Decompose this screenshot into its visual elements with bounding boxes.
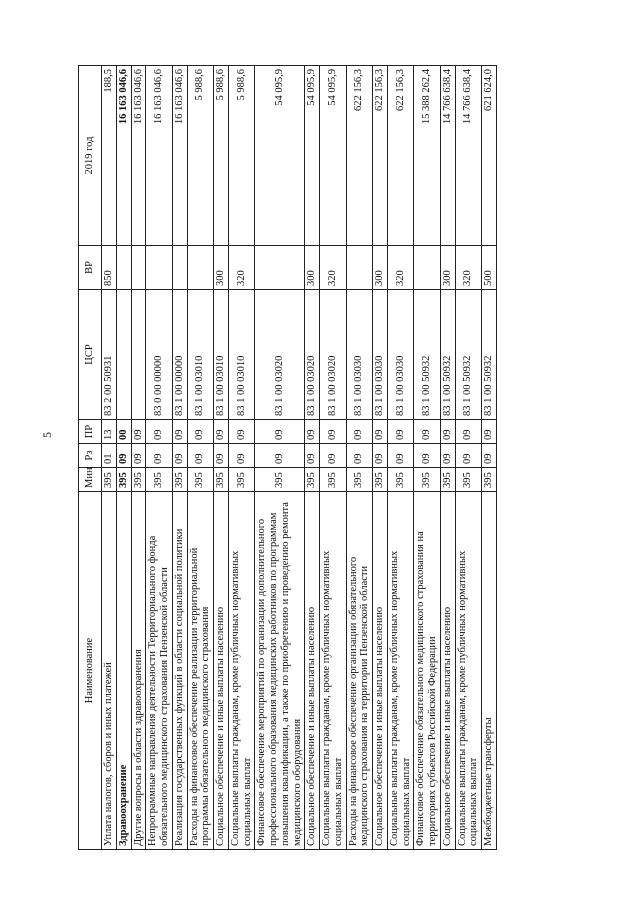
row-amount: 14 766 638,4 — [455, 66, 482, 246]
row-vr: 500 — [482, 246, 497, 290]
row-name: Социальное обеспечение и иные выплаты населению — [373, 492, 388, 850]
row-min: 395 — [305, 468, 320, 492]
row-csr: 83 1 00 00000 — [172, 290, 187, 420]
row-name: Другие вопросы в области здравоохранения — [131, 492, 146, 850]
table-row — [131, 66, 146, 850]
row-amount: 14 766 638,4 — [440, 66, 455, 246]
row-min: 395 — [146, 468, 173, 492]
row-amount: 15 388 262,4 — [414, 66, 441, 246]
row-csr: 83 1 00 03020 — [255, 290, 305, 420]
row-vr — [414, 246, 441, 290]
row-min: 395 — [172, 468, 187, 492]
row-name: Социальное обеспечение и иные выплаты населению — [305, 492, 320, 850]
row-rz: 09 — [228, 444, 255, 468]
table-row — [373, 66, 388, 850]
table-row — [320, 66, 347, 850]
header-year: 2019 год — [79, 66, 102, 246]
row-vr: 850 — [102, 246, 117, 290]
row-min: 395 — [320, 468, 347, 492]
row-vr — [116, 246, 131, 290]
row-csr: 83 1 00 03010 — [214, 290, 229, 420]
row-amount: 622 156,3 — [346, 66, 373, 246]
row-name: Межбюджетные трансферты — [482, 492, 497, 850]
table-row — [482, 66, 497, 850]
row-csr: 83 0 00 00000 — [146, 290, 173, 420]
table-row — [387, 66, 414, 850]
row-pr: 09 — [228, 420, 255, 444]
row-name: Социальные выплаты гражданам, кроме публичных нормативных социальных выплат — [387, 492, 414, 850]
row-name: Социальное обеспечение и иные выплаты населению — [214, 492, 229, 850]
row-vr: 300 — [214, 246, 229, 290]
table-row — [187, 66, 214, 850]
row-amount: 188,5 — [102, 66, 117, 246]
table-row — [172, 66, 187, 850]
row-pr: 09 — [482, 420, 497, 444]
row-min: 395 — [387, 468, 414, 492]
table-row — [414, 66, 441, 850]
row-rz: 09 — [320, 444, 347, 468]
row-min: 395 — [373, 468, 388, 492]
header-min: Мин — [79, 468, 102, 492]
row-rz: 09 — [455, 444, 482, 468]
row-rz: 09 — [187, 444, 214, 468]
row-vr — [255, 246, 305, 290]
table-row — [440, 66, 455, 850]
row-amount: 16 163 046,6 — [131, 66, 146, 246]
row-csr: 83 1 00 03030 — [373, 290, 388, 420]
row-vr: 300 — [305, 246, 320, 290]
table-row — [346, 66, 373, 850]
row-rz: 09 — [116, 444, 131, 468]
row-name: Финансовое обеспечение обязательного медицинского страхования на территориях субъектов Российской Федерации — [414, 492, 441, 850]
row-min: 395 — [440, 468, 455, 492]
row-min: 395 — [346, 468, 373, 492]
row-min: 395 — [187, 468, 214, 492]
row-pr: 09 — [146, 420, 173, 444]
row-pr: 00 — [116, 420, 131, 444]
row-vr: 320 — [228, 246, 255, 290]
row-rz: 09 — [146, 444, 173, 468]
table-row — [116, 66, 131, 850]
row-min: 395 — [228, 468, 255, 492]
row-pr: 09 — [387, 420, 414, 444]
row-pr: 09 — [373, 420, 388, 444]
row-amount: 5 988,6 — [228, 66, 255, 246]
row-csr — [116, 290, 131, 420]
row-vr: 320 — [387, 246, 414, 290]
row-pr: 09 — [187, 420, 214, 444]
row-amount: 16 163 046,6 — [146, 66, 173, 246]
row-csr: 83 1 00 50932 — [414, 290, 441, 420]
row-amount: 5 988,6 — [214, 66, 229, 246]
row-amount: 622 156,3 — [387, 66, 414, 246]
row-csr: 83 2 00 50931 — [102, 290, 117, 420]
row-rz: 01 — [102, 444, 117, 468]
row-csr: 83 1 00 03010 — [228, 290, 255, 420]
row-pr: 09 — [255, 420, 305, 444]
row-vr: 320 — [320, 246, 347, 290]
row-pr: 09 — [414, 420, 441, 444]
row-amount: 16 163 046,6 — [116, 66, 131, 246]
row-rz: 09 — [305, 444, 320, 468]
row-csr: 83 1 00 03010 — [187, 290, 214, 420]
row-rz: 09 — [214, 444, 229, 468]
row-pr: 09 — [172, 420, 187, 444]
row-rz: 09 — [482, 444, 497, 468]
row-name: Финансовое обеспечение мероприятий по организации дополнительного профессионального образования медицинских работников по программам повышения квалификации, а также по приобретению и проведению ремонта медицинского оборудования — [255, 492, 305, 850]
row-min: 395 — [131, 468, 146, 492]
row-min: 395 — [116, 468, 131, 492]
row-min: 395 — [482, 468, 497, 492]
row-rz: 09 — [131, 444, 146, 468]
rotated-table-container — [78, 66, 548, 850]
row-amount: 54 095,9 — [320, 66, 347, 246]
row-pr: 09 — [440, 420, 455, 444]
row-pr: 09 — [305, 420, 320, 444]
row-rz: 09 — [387, 444, 414, 468]
header-csr: ЦСР — [79, 290, 102, 420]
row-pr: 09 — [320, 420, 347, 444]
row-csr: 83 1 00 03020 — [305, 290, 320, 420]
budget-table — [78, 65, 497, 850]
row-rz: 09 — [373, 444, 388, 468]
row-rz: 09 — [414, 444, 441, 468]
row-name: Социальное обеспечение и иные выплаты населению — [440, 492, 455, 850]
table-row — [255, 66, 305, 850]
row-vr: 320 — [455, 246, 482, 290]
page-number: 5 — [40, 432, 54, 438]
header-name: Наименование — [79, 492, 102, 850]
row-rz: 09 — [440, 444, 455, 468]
table-row — [305, 66, 320, 850]
row-csr: 83 1 00 03030 — [346, 290, 373, 420]
header-rz: Рз — [79, 444, 102, 468]
row-vr: 300 — [440, 246, 455, 290]
table-row — [146, 66, 173, 850]
row-rz: 09 — [172, 444, 187, 468]
row-vr — [346, 246, 373, 290]
row-csr: 83 1 00 50932 — [440, 290, 455, 420]
row-csr: 83 1 00 03020 — [320, 290, 347, 420]
row-name: Социальные выплаты гражданам, кроме публичных нормативных социальных выплат — [228, 492, 255, 850]
row-amount: 54 095,9 — [255, 66, 305, 246]
row-min: 395 — [102, 468, 117, 492]
table-row — [214, 66, 229, 850]
header-vr: ВР — [79, 246, 102, 290]
row-amount: 621 624,0 — [482, 66, 497, 246]
row-pr: 09 — [131, 420, 146, 444]
table-header-row — [79, 66, 102, 850]
row-name: Здравоохранение — [116, 492, 131, 850]
row-vr — [146, 246, 173, 290]
row-name: Непрограммные направления деятельности Территориального фонда обязательного медицинского страхования Пензенской области — [146, 492, 173, 850]
row-vr: 300 — [373, 246, 388, 290]
row-name: Уплата налогов, сборов и иных платежей — [102, 492, 117, 850]
row-pr: 09 — [214, 420, 229, 444]
row-name: Социальные выплаты гражданам, кроме публичных нормативных социальных выплат — [455, 492, 482, 850]
row-min: 395 — [255, 468, 305, 492]
row-csr: 83 1 00 03030 — [387, 290, 414, 420]
row-pr: 09 — [455, 420, 482, 444]
row-csr — [131, 290, 146, 420]
table-row — [102, 66, 117, 850]
row-vr — [187, 246, 214, 290]
row-csr: 83 1 00 50932 — [482, 290, 497, 420]
row-min: 395 — [214, 468, 229, 492]
table-row — [228, 66, 255, 850]
row-name: Расходы на финансовое обеспечение организации обязательного медицинского страхования на территории Пензенской области — [346, 492, 373, 850]
row-min: 395 — [414, 468, 441, 492]
row-vr — [172, 246, 187, 290]
table-row — [455, 66, 482, 850]
row-name: Реализация государственных функций в области социальной политики — [172, 492, 187, 850]
row-rz: 09 — [346, 444, 373, 468]
row-min: 395 — [455, 468, 482, 492]
row-amount: 54 095,9 — [305, 66, 320, 246]
row-name: Расходы на финансовое обеспечение реализации территориальной программы обязательного медицинского страхования — [187, 492, 214, 850]
row-vr — [131, 246, 146, 290]
row-amount: 16 163 046,6 — [172, 66, 187, 246]
header-pr: ПР — [79, 420, 102, 444]
row-amount: 5 988,6 — [187, 66, 214, 246]
row-pr: 09 — [346, 420, 373, 444]
row-amount: 622 156,3 — [373, 66, 388, 246]
row-pr: 13 — [102, 420, 117, 444]
row-csr: 83 1 00 50932 — [455, 290, 482, 420]
row-rz: 09 — [255, 444, 305, 468]
row-name: Социальные выплаты гражданам, кроме публичных нормативных социальных выплат — [320, 492, 347, 850]
